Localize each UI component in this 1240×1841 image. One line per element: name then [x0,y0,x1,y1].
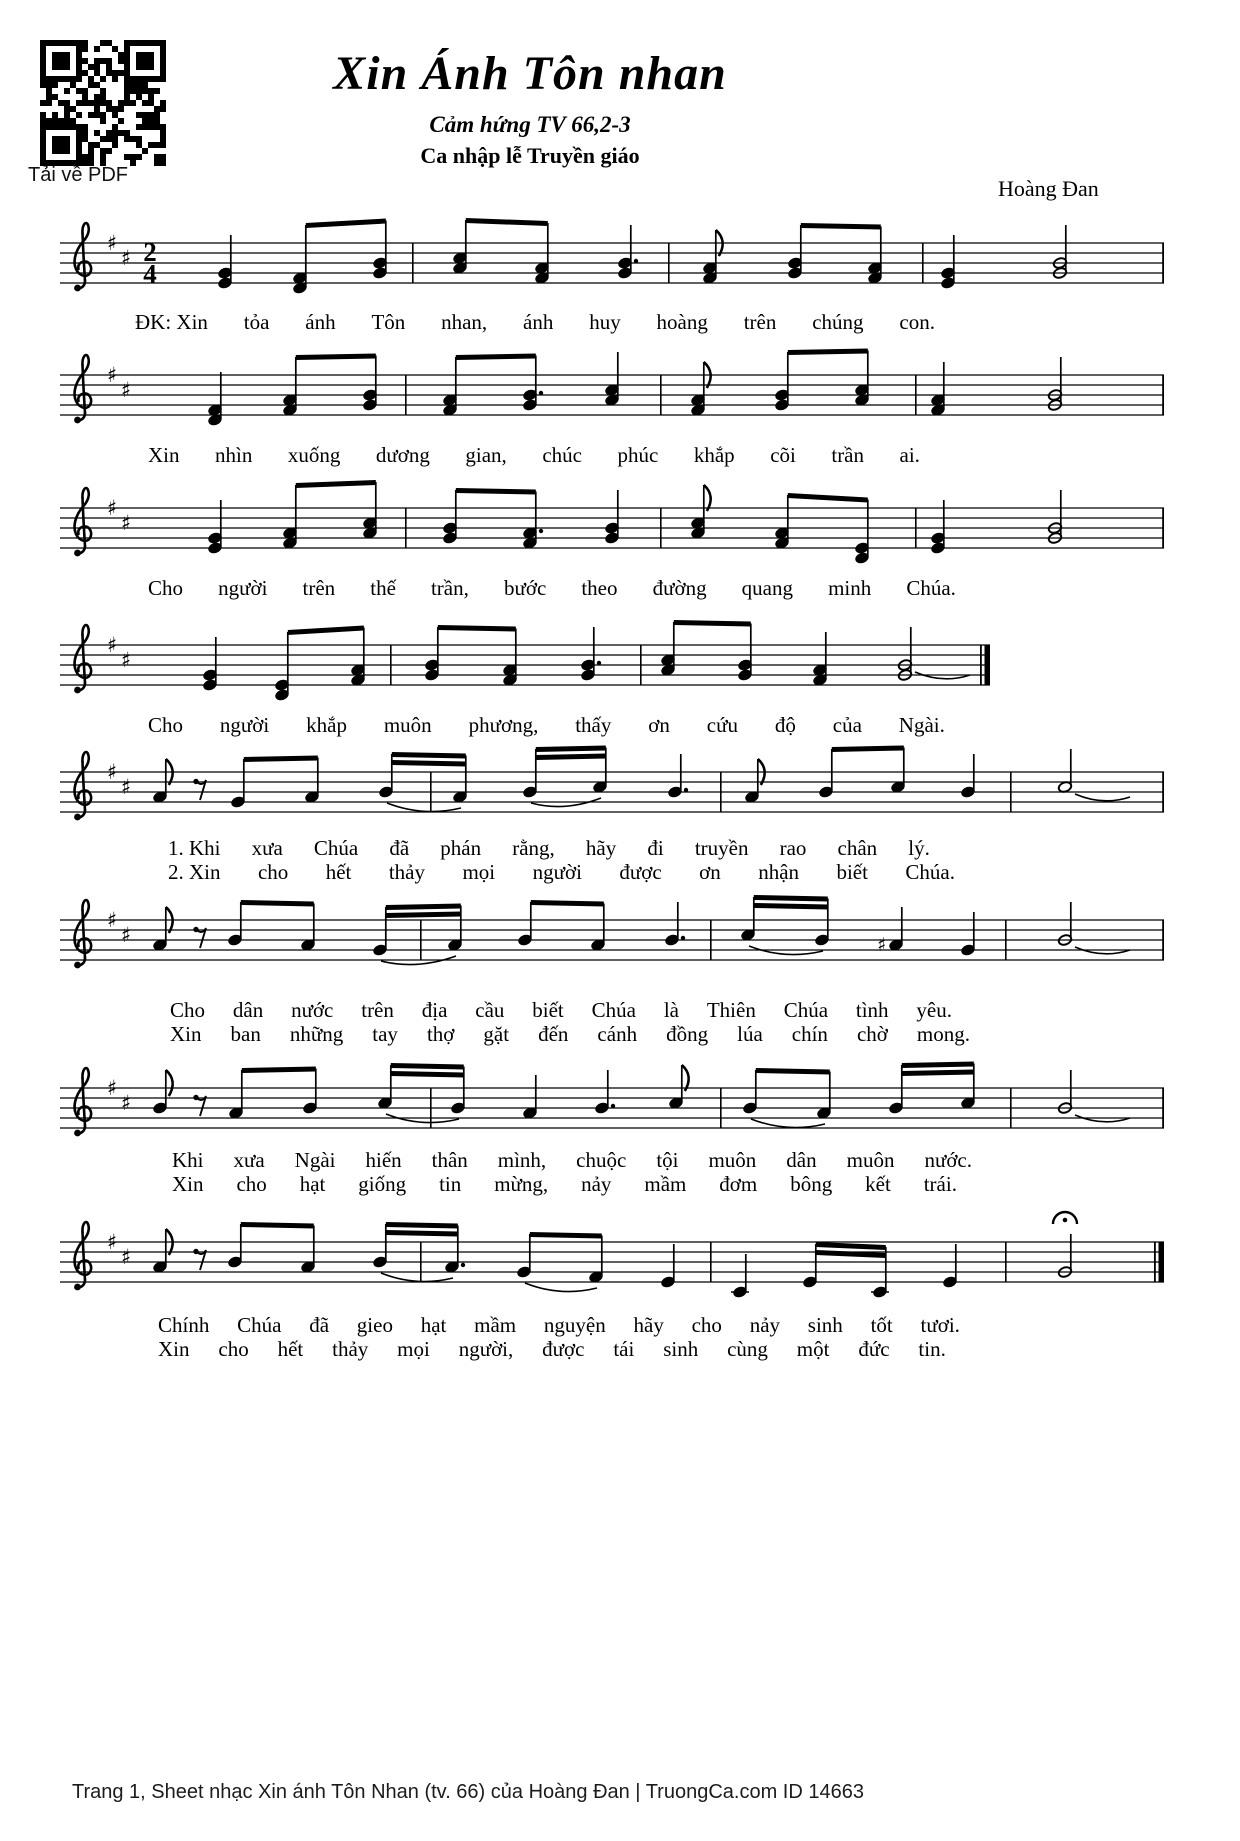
lyric-word: khắp [693,443,735,467]
key-sharp-icon: ♯ [121,511,132,535]
barline [922,243,924,283]
music-system-3 [60,450,1165,570]
slur [381,1273,453,1282]
clef-ball [74,962,81,969]
lyric-word: tốt [870,1313,893,1337]
lyric-word: biết [836,860,868,884]
barline [420,920,422,960]
beam [530,1232,602,1239]
lyric-line-verse2-b [170,1022,970,1046]
slur [387,803,461,812]
barline [430,772,432,812]
lyric-word: muôn [383,713,432,737]
lyric-word: nước. [924,1148,972,1172]
lyric-word: giống [358,1172,407,1196]
lyric-word: cho [257,860,289,884]
beam [816,1242,886,1250]
song-subtitle: Cảm hứng TV 66,2-3 [429,112,631,137]
lyric-word: kết [865,1172,891,1196]
treble-clef-icon [74,900,91,968]
beam [801,223,881,230]
lyric-word: được [542,1337,585,1361]
lyric-line-verse1-b [170,998,952,1022]
key-sharp-icon: ♯ [121,1245,132,1269]
slur [751,1119,825,1128]
key-sharp-icon: ♯ [107,1076,118,1100]
beam [392,752,466,759]
time-sig-numerator: 2 [143,237,157,267]
lyric-word: mọi [397,1337,430,1361]
clef-top [75,488,89,531]
lyric-word: nhận [758,860,800,884]
clef-top [75,1222,89,1265]
beam [902,1070,974,1077]
key-sharp-icon: ♯ [107,363,118,387]
lyric-word: Tôn [371,310,406,334]
barline [660,375,662,415]
barline [1010,772,1012,812]
final-barline-thin [1154,1242,1156,1282]
lyric-word: tội [656,1148,679,1172]
clef-ball [74,550,81,557]
beam [536,746,606,753]
lyric-word: hiến [365,1148,402,1172]
lyric-word: ai. [899,443,920,467]
lyric-word: bước [503,576,547,600]
song-title: Xin Ánh Tôn nhan [333,47,727,100]
final-barline-thick [1159,1242,1165,1282]
clef-top [75,625,89,668]
lyric-line-verse1-a [168,836,930,860]
lyric-word: ơn [648,713,670,737]
lyric-word: Xin [158,1337,190,1361]
lyric-word: muôn [846,1148,895,1172]
lyric-word: ánh [523,310,554,334]
beam [241,1222,314,1229]
beam [288,626,364,636]
beam [306,219,386,229]
beam [816,1250,886,1258]
lyric-word: thân [431,1148,468,1172]
lyric-word: xuống [287,443,341,467]
lyric-word: chuộc [576,1148,627,1172]
lyric-word: phương, [468,713,539,737]
barline [660,508,662,548]
lyric-word: biết [532,998,564,1022]
download-pdf-label[interactable]: Tải về PDF [28,164,129,186]
key-sharp-icon: ♯ [121,246,132,270]
treble-clef-icon [74,488,91,556]
key-sharp-icon: ♯ [121,648,132,672]
lyric-word: lý. [908,836,930,860]
barline [720,1088,722,1128]
lyric-word: một [796,1337,830,1361]
lyric-word: Khi [172,1148,204,1172]
lyric-word: Thiên [706,998,756,1022]
lyric-word: tình [855,998,889,1022]
lyric-word: mong. [916,1022,970,1046]
key-sharp-icon: ♯ [107,633,118,657]
clef-ball [74,814,81,821]
lyric-word: dương [375,443,430,467]
music-system-1 [60,185,1165,305]
treble-clef-icon [74,1222,91,1290]
lyric-word: sinh [807,1313,843,1337]
lyric-word: Xin [170,1022,202,1046]
lyric-word: trên [302,576,336,600]
barline [710,1242,712,1282]
key-sharp-icon: ♯ [107,231,118,255]
lyric-word: dân [786,1148,817,1172]
barline [1010,1088,1012,1128]
lyric-word: nảy [749,1313,781,1337]
eighth-rest-icon [198,928,206,948]
lyric-word: đức [858,1337,890,1361]
music-system-4 [60,587,1165,707]
lyric-word: rao [779,836,807,860]
augmentation-dot [539,529,543,533]
lyric-line-chorus-1 [135,310,935,334]
lyric-word: tin. [918,1337,946,1361]
beam [386,1222,458,1229]
lyric-word: chín [791,1022,828,1046]
treble-clef-icon [74,625,91,693]
lyric-word: hạt [420,1313,447,1337]
lyric-word: Chúa [313,836,359,860]
lyric-line-verse2-c [172,1172,957,1196]
barline [1162,375,1164,415]
lyric-word: hạt [299,1172,326,1196]
lyric-word: nguyện [543,1313,606,1337]
slur [525,1283,597,1292]
key-sharp-icon: ♯ [107,908,118,932]
beam [788,493,868,503]
clef-ball [74,285,81,292]
clef-ball [74,417,81,424]
key-sharp-icon: ♯ [121,378,132,402]
key-sharp-icon: ♯ [121,775,132,799]
lyric-word: Cho [148,713,184,737]
lyric-word: Chúa. [905,860,955,884]
barline [640,645,642,685]
lyric-word: Chúa. [906,576,956,600]
lyric-word: tin [439,1172,462,1196]
lyric-word: mọi [462,860,496,884]
accidental-sharp-icon: ♯ [877,934,887,956]
lyric-word: cho [218,1337,249,1361]
beam [788,349,868,356]
lyric-word: nhan, [441,310,488,334]
barline [1162,772,1164,812]
lyric-word: theo [581,576,618,600]
tie [1075,794,1130,801]
beam [386,904,461,911]
eighth-rest-icon [198,780,206,800]
clef-ball [74,1284,81,1291]
barline [915,508,917,548]
augmentation-dot [461,1263,465,1267]
lyric-word: chân [837,836,878,860]
beam [386,912,461,919]
barline [420,1242,422,1282]
lyric-word: hết [325,860,352,884]
lyric-word: trên [361,998,394,1022]
lyric-word: tươi. [920,1313,960,1337]
beam [296,354,376,361]
lyric-word: hết [277,1337,304,1361]
lyric-word: người [532,860,582,884]
lyric-word: được [619,860,662,884]
lyric-word: cùng [727,1337,768,1361]
clef-top [75,752,89,795]
composer-name: Hoàng Đan [998,176,1099,201]
lyric-word: mừng, [494,1172,549,1196]
key-sharp-icon: ♯ [121,923,132,947]
lyric-word: xưa [251,836,283,860]
key-sharp-icon: ♯ [107,760,118,784]
lyric-word: đã [389,836,410,860]
lyric-word: thấy [575,713,612,737]
lyric-word: yêu. [916,998,952,1022]
beam [531,900,604,907]
lyric-word: bông [790,1172,833,1196]
beam [832,746,904,753]
lyric-word: thế [370,576,396,600]
key-sharp-icon: ♯ [107,496,118,520]
lyric-word: đã [309,1313,330,1337]
fermata-icon [1063,1218,1068,1223]
lyric-word: lúa [737,1022,763,1046]
lyric-word: trái. [923,1172,957,1196]
lyric-word: ĐK: Xin [135,310,208,334]
lyric-word: cõi [770,443,796,467]
barline [1162,1088,1164,1128]
lyric-word: tay [372,1022,398,1046]
lyric-word: Chúa [591,998,636,1022]
lyric-word: Chúa [237,1313,282,1337]
beam [391,1063,464,1070]
lyric-word: quang [741,576,793,600]
treble-clef-icon [74,1068,91,1136]
lyric-word: con. [899,310,935,334]
barline [1005,1242,1007,1282]
lyric-word: Ngài. [898,713,945,737]
beam [438,625,516,632]
lyric-word: mình, [497,1148,547,1172]
augmentation-dot [539,391,543,395]
lyric-line-verse2-d [158,1337,946,1361]
augmentation-dot [597,661,601,665]
lyric-word: truyền [694,836,749,860]
music-system-2 [60,317,1165,437]
barline [915,375,917,415]
lyric-word: độ [774,713,796,737]
lyric-word: cánh [597,1022,638,1046]
lyric-word: là [663,998,679,1022]
treble-clef-icon [74,355,91,423]
beam [754,903,828,910]
eighth-flag [704,485,711,511]
eighth-rest-icon [198,1096,206,1116]
beam [456,354,536,361]
lyric-word: gieo [356,1313,393,1337]
barline [1005,920,1007,960]
lyric-word: đi [647,836,664,860]
lyric-word: gian, [465,443,507,467]
lyric-word: thảy [388,860,425,884]
lyric-word: thợ [426,1022,455,1046]
clef-top [75,1068,89,1111]
beam [241,900,314,907]
lyric-word: ánh [305,310,336,334]
lyric-word: tỏa [243,310,270,334]
eighth-rest-icon [198,1250,206,1270]
lyric-word: ơn [699,860,721,884]
lyric-word: phán [440,836,482,860]
key-sharp-icon: ♯ [107,1230,118,1254]
page-footer: Trang 1, Sheet nhạc Xin ánh Tôn Nhan (tv. 66) của Hoàng Đan | TruongCa.com ID 14663 [72,1781,864,1803]
lyric-word: người, [458,1337,514,1361]
barline [390,645,392,685]
lyric-word: xưa [233,1148,265,1172]
lyric-word: mầm [474,1313,517,1337]
music-system-8 [60,1184,1165,1304]
beam [902,1062,974,1069]
lyric-word: hãy [633,1313,664,1337]
lyric-word: gặt [483,1022,510,1046]
key-sharp-icon: ♯ [121,1091,132,1115]
lyric-word: cứu [706,713,738,737]
lyric-word: hãy [585,836,617,860]
clef-top [75,900,89,943]
lyric-word: cho [236,1172,267,1196]
eighth-flag [682,1065,689,1091]
beam [242,1067,316,1074]
augmentation-dot [634,259,638,263]
lyric-word: khắp [306,713,347,737]
barline [1162,920,1164,960]
treble-clef-icon [74,752,91,820]
lyric-word: dân [232,998,264,1022]
lyric-word: rằng, [512,836,555,860]
lyric-word: Chính [158,1313,210,1337]
lyric-word: thảy [332,1337,369,1361]
augmentation-dot [684,788,688,792]
beam [466,218,548,226]
lyric-word: hoàng [656,310,708,334]
barline [405,508,407,548]
augmentation-dot [611,1104,615,1108]
beam [391,1071,464,1078]
final-barline-thin [980,645,982,685]
lyric-word: tái [613,1337,635,1361]
lyric-line-verse1-c [172,1148,972,1172]
lyric-word: đơm [719,1172,758,1196]
beam [392,760,466,767]
barline [1162,508,1164,548]
lyric-word: nhìn [215,443,253,467]
lyric-word: 2. Xin [168,860,221,884]
lyric-word: trên [743,310,777,334]
lyric-word: địa [421,998,448,1022]
lyric-line-verse1-d [158,1313,960,1337]
barline [668,243,670,283]
lyric-word: minh [828,576,872,600]
final-barline-thick [985,645,991,685]
beam [296,480,376,488]
beam [244,756,318,763]
lyric-word: đồng [666,1022,709,1046]
lyric-word: Ngài [294,1148,336,1172]
beam [756,1068,830,1075]
lyric-line-chorus-2 [148,443,920,467]
lyric-word: người [218,576,268,600]
barline [720,772,722,812]
beam [674,620,751,627]
lyric-word: người [219,713,270,737]
lyric-word: Chúa [783,998,829,1022]
clef-top [75,223,89,266]
lyric-line-chorus-4 [148,713,945,737]
lyric-word: Cho [148,576,184,600]
lyric-word: nảy [581,1172,612,1196]
barline [412,243,414,283]
beam [754,895,828,902]
lyric-line-verse2-a [168,860,955,884]
lyric-word: mầm [644,1172,687,1196]
lyric-word: cho [691,1313,722,1337]
lyric-word: cầu [475,998,505,1022]
lyric-word: ban [230,1022,261,1046]
eighth-flag [166,1070,173,1096]
lyric-word: trần [831,443,865,467]
beam [456,488,536,495]
lyric-word: nước [291,998,334,1022]
lyric-word: chúng [812,310,864,334]
lyric-word: sinh [663,1337,699,1361]
song-category: Ca nhập lễ Truyền giáo [420,143,640,168]
lyric-word: những [289,1022,344,1046]
clef-ball [74,1130,81,1137]
barline [710,920,712,960]
lyric-word: của [832,713,862,737]
augmentation-dot [681,936,685,940]
music-system-7 [60,1030,1165,1150]
lyric-word: muôn [708,1148,757,1172]
clef-top [75,355,89,398]
time-sig-denominator: 4 [143,259,157,289]
beam [386,1230,458,1237]
barline [1162,243,1164,283]
treble-clef-icon [74,223,91,291]
lyric-word: huy [589,310,621,334]
lyric-word: trần, [430,576,469,600]
lyric-word: phúc [617,443,659,467]
beam [536,754,606,761]
lyric-word: Cho [170,998,206,1022]
lyric-line-chorus-3 [148,576,956,600]
lyric-word: đường [652,576,707,600]
lyric-word: chờ [856,1022,888,1046]
lyric-word: đến [538,1022,569,1046]
lyric-word: Xin [148,443,180,467]
lyric-word: chúc [542,443,582,467]
lyric-word: 1. Khi [168,836,221,860]
clef-ball [74,687,81,694]
barline [405,375,407,415]
lyric-word: Xin [172,1172,204,1196]
